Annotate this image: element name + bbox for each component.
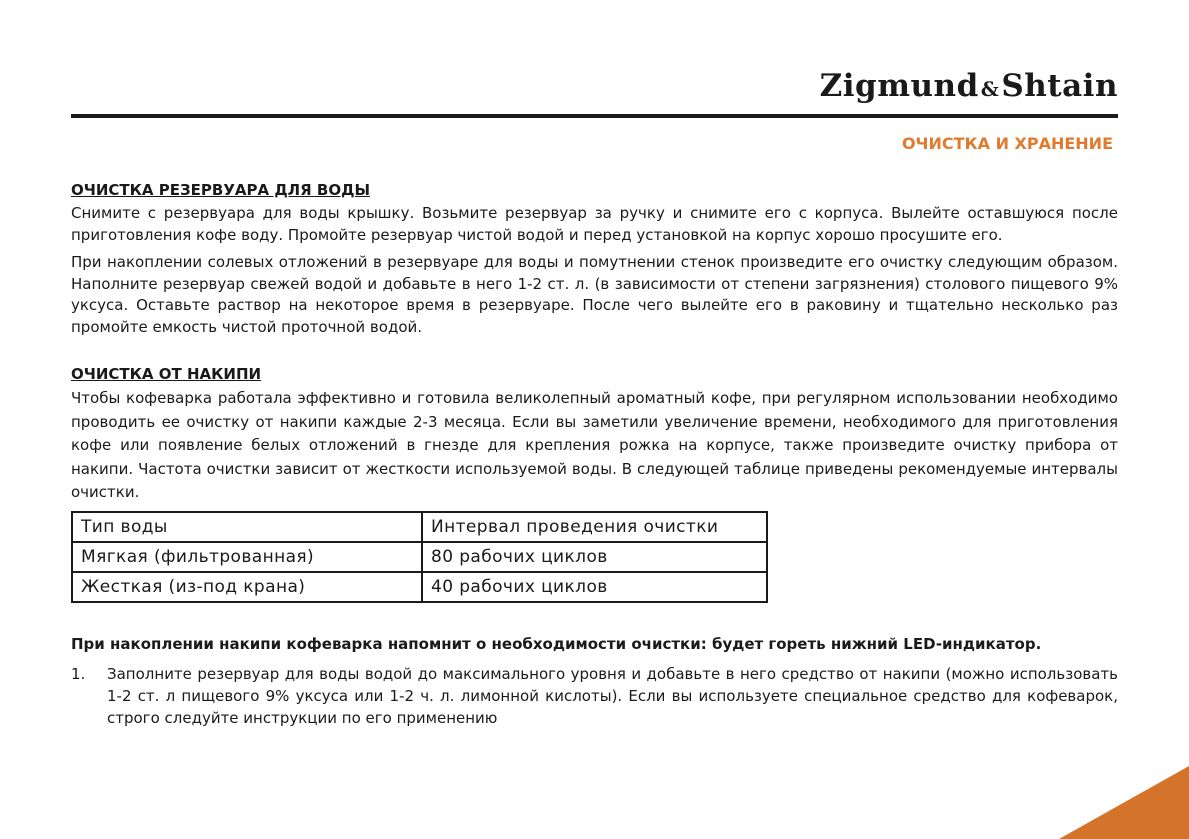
table-cell: Мягкая (фильтрованная): [72, 542, 422, 572]
steps-list: [71, 663, 1118, 729]
table-cell: Жесткая (из-под крана): [72, 572, 422, 602]
section-title: ОЧИСТКА И ХРАНЕНИЕ: [901, 134, 1113, 153]
brand-logo-right: Shtain: [1001, 68, 1118, 104]
page-content: [71, 180, 1118, 729]
brand-logo: [820, 68, 1118, 104]
descaling-paragraph: Чтобы кофеварка работала эффективно и готовила великолепный ароматный кофе, при регулярном использовании необходимо проводить ее очистку от накипи каждые 2-3 месяца. Если вы заметили увеличение времени, необходимого для приготовления кофе или появление белых отложений в гнезде для крепления рожка на корпусе, также произведите очистку прибора от накипи. Частота очистки зависит от жесткости используемой воды. В следующей таблице приведены рекомендуемые интервалы очистки.: [71, 389, 1118, 501]
header-rule: [71, 114, 1118, 118]
table-header-cell: Тип воды: [72, 512, 422, 542]
table-row: [72, 572, 767, 602]
descaling-heading: ОЧИСТКА ОТ НАКИПИ: [71, 365, 262, 383]
brand-logo-left: Zigmund: [819, 68, 979, 104]
step-text: Заполните резервуар для воды водой до максимального уровня и добавьте в него средство от накипи (можно использовать 1-2 ст. л пищевого 9% уксуса или 1-2 ч. л. лимонной кислоты). Если вы используете специальное средство для кофеварок, строго следуйте инструкции по его применению: [107, 664, 1118, 727]
table-cell: 80 рабочих циклов: [422, 542, 767, 572]
table-cell: 40 рабочих циклов: [422, 572, 767, 602]
led-indicator-note: При накоплении накипи кофеварка напомнит о необходимости очистки: будет гореть нижний LED-индикатор.: [71, 634, 1042, 653]
tank-cleaning-paragraph-2: При накоплении солевых отложений в резервуаре для воды и помутнении стенок произведите его очистку следующим образом. Наполните резервуар свежей водой и добавьте в него 1-2 ст. л. (в зависимости от степени загрязнения) столового пищевого 9% уксуса. Оставьте раствор на некоторое время в резервуаре. После чего вылейте его в раковину и тщательно несколько раз промойте емкость чистой проточной водой.: [71, 253, 1118, 336]
descaling-interval-table: [71, 511, 768, 603]
list-item: [71, 663, 1118, 729]
brand-logo-ampersand: &: [980, 77, 1000, 101]
tank-cleaning-paragraph-1: Снимите с резервуара для воды крышку. Возьмите резервуар за ручку и снимите его с корпуса. Вылейте оставшуюся после приготовления кофе воду. Промойте резервуар чистой водой и перед установкой на корпус хорошо просушите его.: [71, 204, 1118, 244]
page-corner-decoration: [1059, 766, 1189, 839]
table-header-row: [72, 512, 767, 542]
section-spacer: [71, 338, 1118, 364]
table-row: [72, 542, 767, 572]
table-header-cell: Интервал проведения очистки: [422, 512, 767, 542]
step-number: 1.: [71, 664, 86, 683]
tank-cleaning-heading: ОЧИСТКА РЕЗЕРВУАРА ДЛЯ ВОДЫ: [71, 181, 371, 199]
